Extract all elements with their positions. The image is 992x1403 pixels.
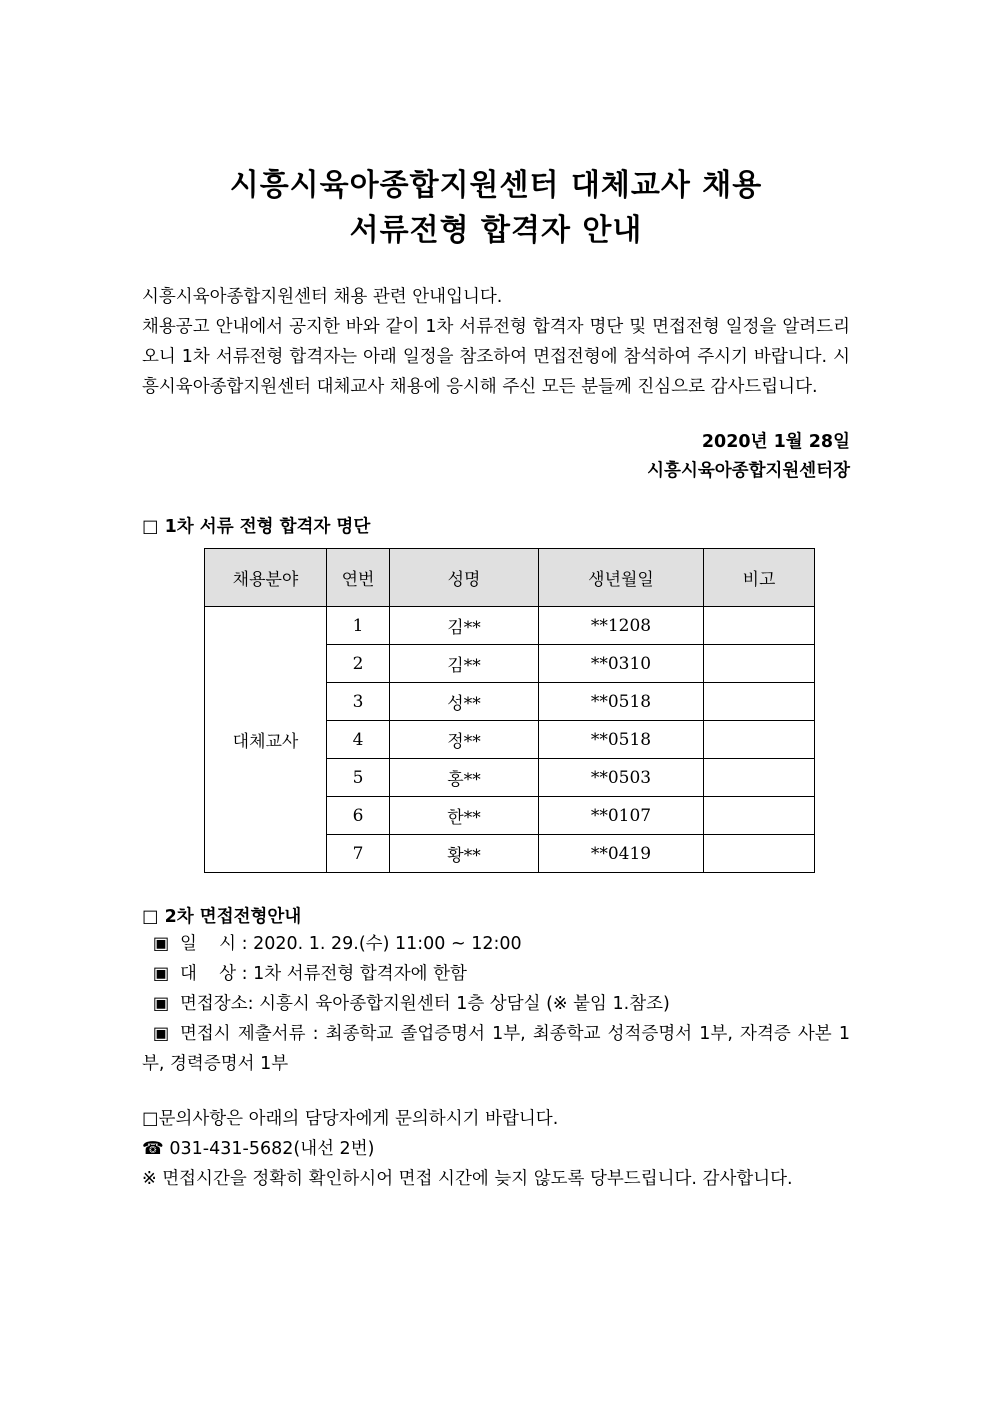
intro-paragraph-2: 채용공고 안내에서 공지한 바와 같이 1차 서류전형 합격자 명단 및 면접전형 일정을 알려드리오니 1차 서류전형 합격자는 아래 일정을 참조하여 면접전형에 참석하여 주시기 바랍니다. 시흥시육아종합지원센터 대체교사 채용에 응시해 주신 모든 분들께 진심으로 감사드립니다. (142, 317, 850, 397)
header-birthdate: 생년월일 (539, 549, 704, 607)
phone-icon: ☎ (142, 1139, 164, 1159)
list-item (142, 959, 850, 989)
list-item (142, 1019, 850, 1079)
square-bullet-icon: ▣ (152, 964, 170, 984)
row-note (704, 835, 815, 873)
row-name: 김** (390, 607, 539, 645)
field-cell: 대체교사 (205, 607, 327, 873)
row-note (704, 607, 815, 645)
row-birthdate: **0419 (539, 835, 704, 873)
header-note: 비고 (704, 549, 815, 607)
row-number: 2 (327, 645, 390, 683)
row-note (704, 797, 815, 835)
document-title-line1: 시흥시육아종합지원센터 대체교사 채용 (229, 168, 763, 203)
row-name: 성** (390, 683, 539, 721)
row-birthdate: **0503 (539, 759, 704, 797)
row-name: 황** (390, 835, 539, 873)
closing-note: ※ 면접시간을 정확히 확인하시어 면접 시간에 늦지 않도록 당부드립니다. 감사합니다. (142, 1169, 793, 1189)
header-field: 채용분야 (205, 549, 327, 607)
document-issuer: 시흥시육아종합지원센터장 (647, 461, 850, 481)
list-item (142, 989, 850, 1019)
item-text: : 2020. 1. 29.(수) 11:00 ~ 12:00 (241, 934, 522, 954)
row-birthdate: **0518 (539, 683, 704, 721)
header-name: 성명 (390, 549, 539, 607)
table-header-row (205, 549, 815, 607)
item-text: : 1차 서류전형 합격자에 한함 (241, 964, 467, 984)
row-note (704, 683, 815, 721)
row-number: 3 (327, 683, 390, 721)
item-label: 면접장소: (180, 994, 254, 1014)
row-name: 홍** (390, 759, 539, 797)
row-birthdate: **0310 (539, 645, 704, 683)
table-row (205, 607, 815, 645)
row-number: 6 (327, 797, 390, 835)
row-number: 4 (327, 721, 390, 759)
row-birthdate: **0518 (539, 721, 704, 759)
item-label: 면접시 제출서류 (180, 1024, 306, 1044)
item-label: 일 시 (180, 934, 237, 954)
interview-details (142, 929, 850, 1079)
contact-heading: □문의사항은 아래의 담당자에게 문의하시기 바랍니다. (142, 1109, 559, 1129)
row-name: 한** (390, 797, 539, 835)
item-label: 대 상 (180, 964, 237, 984)
row-note (704, 721, 815, 759)
section2-heading: □ 2차 면접전형안내 (142, 907, 302, 927)
row-number: 7 (327, 835, 390, 873)
square-bullet-icon: ▣ (152, 1024, 170, 1044)
row-birthdate: **0107 (539, 797, 704, 835)
item-text: : 최종학교 졸업증명서 1부, 최종학교 성적증명서 1부, 자격증 사본 1부, 경력증명서 1부 (142, 1024, 850, 1074)
square-bullet-icon: ▣ (152, 994, 170, 1014)
intro-text (142, 282, 850, 402)
row-name: 정** (390, 721, 539, 759)
document-date: 2020년 1월 28일 (701, 432, 850, 452)
row-birthdate: **1208 (539, 607, 704, 645)
document-title-line2: 서류전형 합격자 안내 (349, 213, 643, 248)
row-name: 김** (390, 645, 539, 683)
square-bullet-icon: ▣ (152, 934, 170, 954)
row-number: 1 (327, 607, 390, 645)
row-number: 5 (327, 759, 390, 797)
header-number: 연번 (327, 549, 390, 607)
section1-heading: □ 1차 서류 전형 합격자 명단 (142, 517, 371, 537)
item-text: 시흥시 육아종합지원센터 1층 상담실 (※ 붙임 1.참조) (259, 994, 670, 1014)
intro-paragraph-1: 시흥시육아종합지원센터 채용 관련 안내입니다. (142, 287, 503, 307)
applicant-table (204, 548, 815, 873)
contact-phone-line (142, 1134, 850, 1164)
contact-phone: 031-431-5682(내선 2번) (169, 1139, 375, 1159)
list-item (142, 929, 850, 959)
contact-section (142, 1104, 850, 1194)
row-note (704, 759, 815, 797)
row-note (704, 645, 815, 683)
